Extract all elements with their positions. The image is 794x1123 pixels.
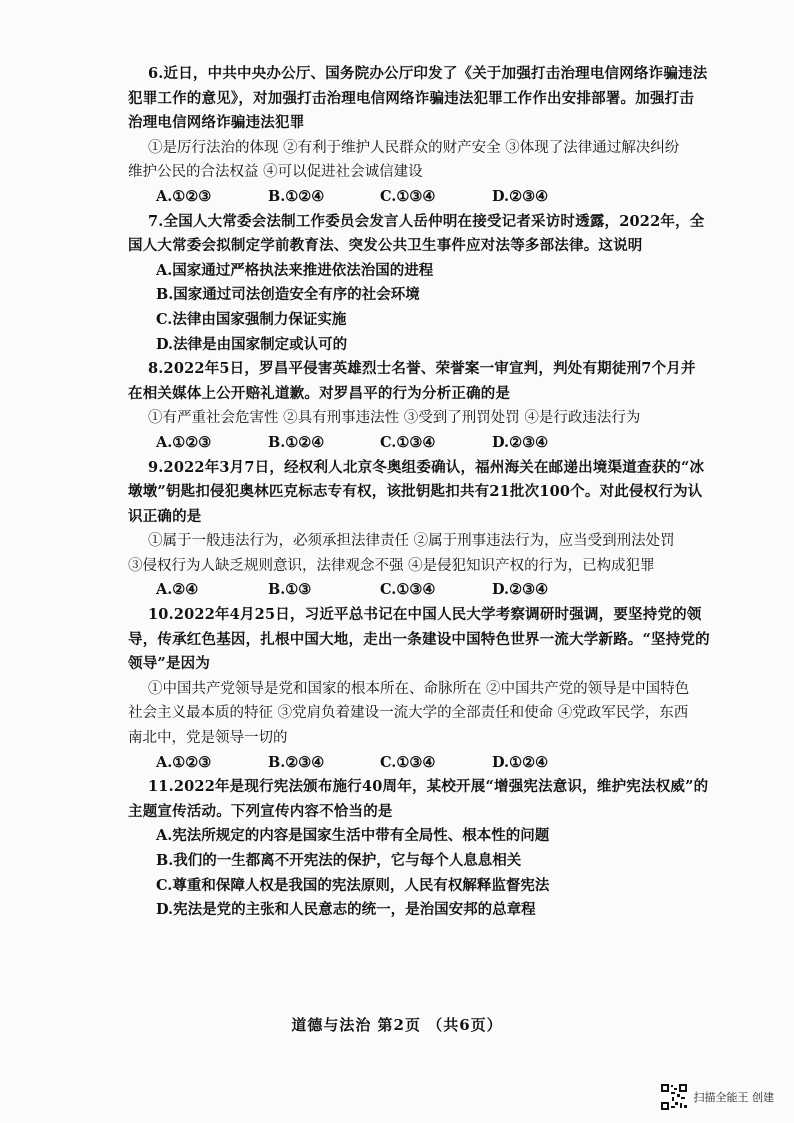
scanner-watermark bbox=[660, 1083, 775, 1111]
question-stem-line: 10.2022年4月25日，习近平总书记在中国人民大学考察调研时强调，要坚持党的领 bbox=[148, 606, 702, 624]
question-9 bbox=[128, 456, 705, 604]
statement-line: ①有严重社会危害性 ②具有刑事违法性 ③受到了刑罚处罚 ④是行政违法行为 bbox=[148, 410, 641, 427]
page-footer: 道德与法治 第2页 （共6页） bbox=[291, 1016, 503, 1034]
answer-option: A.宪法所规定的内容是国家生活中带有全局性、根本性的问题 bbox=[156, 827, 550, 845]
question-7 bbox=[128, 210, 705, 358]
answer-option: C.法律由国家强制力保证实施 bbox=[156, 310, 347, 328]
answer-option: B.①②④ bbox=[268, 187, 325, 205]
answer-option: A.①②③ bbox=[156, 187, 212, 205]
question-stem-line: 治理电信网络诈骗违法犯罪 bbox=[128, 114, 305, 132]
answer-option: B.②③④ bbox=[268, 753, 325, 771]
statement-line: ①属于一般违法行为，必须承担法律责任 ②属于刑事违法行为，应当受到刑法处罚 bbox=[148, 533, 675, 550]
question-stem-line: 领导”是因为 bbox=[128, 655, 211, 673]
statement-line: ①是厉行法治的体现 ②有利于维护人民群众的财产安全 ③体现了法律通过解决纠纷 bbox=[148, 139, 680, 156]
answer-option: D.宪法是党的主张和人民意志的统一，是治国安邦的总章程 bbox=[156, 901, 536, 919]
question-stem-line: 7.全国人大常委会法制工作委员会发言人岳仲明在接受记者采访时透露，2022年，全 bbox=[148, 212, 705, 230]
answer-options bbox=[156, 185, 698, 210]
question-stem-line: 8.2022年5日，罗昌平侵害英雄烈士名誉、荣誉案一审宣判，判处有期徒刑7个月并 bbox=[148, 360, 696, 378]
answer-option: D.法律是由国家制定或认可的 bbox=[156, 335, 348, 353]
answer-option: C.①③④ bbox=[380, 187, 436, 205]
answer-option: D.②③④ bbox=[492, 187, 549, 205]
question-stem-line: 主题宣传活动。下列宣传内容不恰当的是 bbox=[128, 802, 393, 820]
question-stem-line: 国人大常委会拟制定学前教育法、突发公共卫生事件应对法等多部法律。这说明 bbox=[128, 237, 643, 255]
answer-options bbox=[156, 431, 698, 456]
statement-line: 社会主义最本质的特征 ③党肩负着建设一流大学的全部责任和使命 ④党政军民学，东西 bbox=[128, 705, 689, 722]
answer-option: A.国家通过严格执法来推进依法治国的进程 bbox=[156, 261, 434, 279]
answer-option: C.①③④ bbox=[380, 433, 436, 451]
answer-option: A.①②③ bbox=[156, 753, 212, 771]
answer-option: D.①②④ bbox=[492, 753, 549, 771]
answer-option: C.①③④ bbox=[380, 753, 436, 771]
answer-option: A.①②③ bbox=[156, 433, 212, 451]
question-list bbox=[128, 62, 710, 923]
answer-option: D.②③④ bbox=[492, 581, 549, 599]
question-stem-line: 6.近日，中共中央办公厅、国务院办公厅印发了《关于加强打击治理电信网络诈骗违法 bbox=[148, 65, 708, 82]
answer-option: A.②④ bbox=[156, 581, 199, 599]
statement-line: ①中国共产党领导是党和国家的根本所在、命脉所在 ②中国共产党的领导是中国特色 bbox=[148, 680, 690, 697]
statement-line: 维护公民的合法权益 ④可以促进社会诚信建设 bbox=[128, 164, 423, 181]
answer-option: B.国家通过司法创造安全有序的社会环境 bbox=[156, 286, 420, 304]
answer-option: C.尊重和保障人权是我国的宪法原则，人民有权解释监督宪法 bbox=[156, 876, 550, 894]
question-stem-line: 识正确的是 bbox=[128, 507, 202, 525]
qr-code-icon bbox=[660, 1083, 688, 1111]
statement-line: 南北中，党是领导一切的 bbox=[128, 730, 288, 747]
answer-option: B.我们的一生都离不开宪法的保护，它与每个人息息相关 bbox=[156, 852, 522, 869]
answer-option: C.①③④ bbox=[380, 581, 436, 599]
statement-line: ③侵权行为人缺乏规则意识，法律观念不强 ④是侵犯知识产权的行为，已构成犯罪 bbox=[128, 557, 655, 574]
question-8 bbox=[128, 357, 698, 455]
answer-option: B.①②④ bbox=[268, 433, 325, 451]
question-stem-line: 9.2022年3月7日，经权利人北京冬奥组委确认，福州海关在邮递出境渠道查获的“冰 bbox=[148, 458, 705, 476]
question-stem-line: 导，传承红色基因，扎根中国大地，走出一条建设中国特色世界一流大学新路。“坚持党的 bbox=[128, 630, 710, 648]
question-stem-line: 11.2022年是现行宪法颁布施行40周年，某校开展“增强宪法意识，维护宪法权威”的 bbox=[148, 778, 709, 796]
watermark-text: 扫描全能王 创建 bbox=[693, 1091, 774, 1104]
question-stem-line: 墩墩”钥匙扣侵犯奥林匹克标志专有权，该批钥匙扣共有21批次100个。对此侵权行为认 bbox=[128, 483, 703, 501]
question-stem-line: 在相关媒体上公开赔礼道歉。对罗昌平的行为分析正确的是 bbox=[128, 384, 511, 402]
answer-option: B.①③ bbox=[268, 581, 312, 599]
question-11 bbox=[128, 775, 709, 923]
answer-option: D.②③④ bbox=[492, 433, 549, 451]
question-stem-line: 犯罪工作的意见》，对加强打击治理电信网络诈骗违法犯罪工作作出安排部署。加强打击 bbox=[128, 89, 695, 107]
question-6 bbox=[128, 62, 708, 210]
answer-options bbox=[156, 578, 698, 603]
answer-options bbox=[156, 751, 698, 776]
question-10 bbox=[128, 603, 710, 775]
